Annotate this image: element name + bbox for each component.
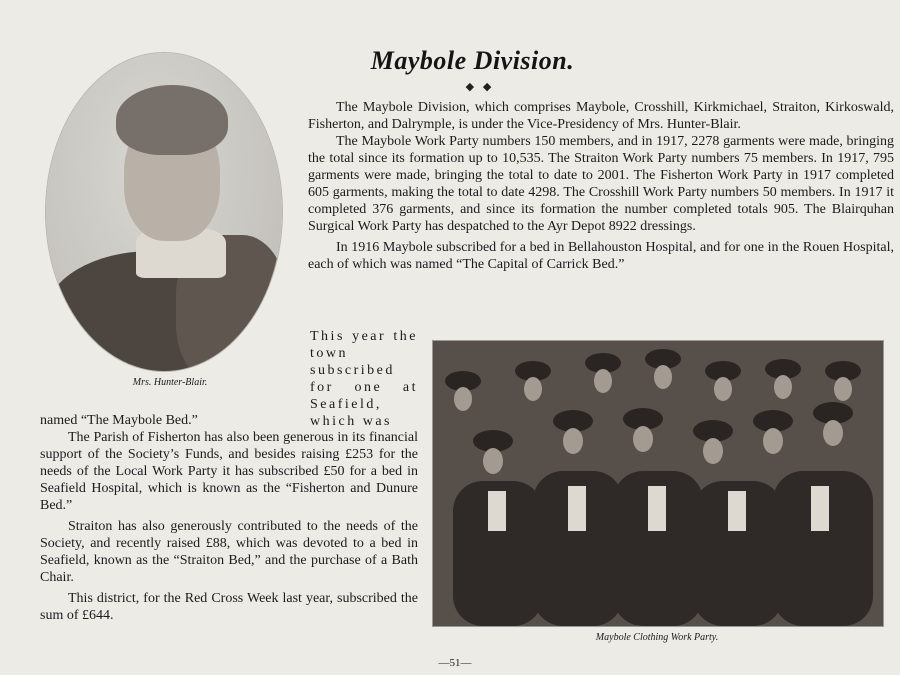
portrait-caption: Mrs. Hunter-Blair. bbox=[132, 377, 208, 388]
paragraph-intro: The Maybole Division, which comprises Maybole, Crosshill, Kirkmichael, Straiton, Kirkoswald, Fisherton, and Dalrymple, is under the Vice-Presidency of Mrs. Hunter-Blair. bbox=[308, 100, 894, 132]
portrait-photo bbox=[46, 53, 282, 371]
page-number: —51— bbox=[438, 657, 472, 669]
group-photo bbox=[432, 340, 884, 627]
photo-caption: Maybole Clothing Work Party. bbox=[595, 632, 719, 643]
paragraph-work-parties: The Maybole Work Party numbers 150 members, and in 1917, 2278 garments were made, bringing the total since its formation up to 10,535. The Straiton Work Party numbers 75 members. In 1917, 795 garments were made, bringing the total to date to 2001. The Fisherton Work Party in 1917 completed 605 garments, making the total to date 4298. The Crosshill Work Party numbers 50 members. In 1917 it completed 376 garments, and since its formation the number completed totals 905. The Blairquhan Surgical Work Party has despatched to the Ayr Depot 8922 dressings. bbox=[308, 134, 894, 234]
main-text-column bbox=[308, 99, 894, 273]
group-photo-figures bbox=[433, 341, 883, 626]
paragraph-beds: In 1916 Maybole subscribed for a bed in Bellahouston Hospital, and for one in the Rouen Hospital, each of which was named “The Capital of Carrick Bed.” bbox=[308, 240, 894, 272]
paragraph-red-cross: This district, for the Red Cross Week last year, subscribed the sum of £644. bbox=[40, 591, 418, 623]
paragraph-beds-end: named “The Maybole Bed.” bbox=[40, 413, 198, 428]
paragraph-beds-continued: This year the town subscribed for one at Seafield, which was bbox=[310, 329, 418, 429]
page-title: Maybole Division. bbox=[370, 46, 575, 75]
paragraph-straiton: Straiton has also generously contributed to the needs of the Society, and recently raised £88, which was devoted to a bed in Seafield, known as the “Straiton Bed,” and the purchase of a Bath Chair. bbox=[40, 519, 418, 585]
title-ornament: ◆ ◆ bbox=[465, 81, 495, 93]
left-text-column bbox=[40, 412, 418, 624]
paragraph-fisherton: The Parish of Fisherton has also been generous in its financial support of the Society’s Funds, and besides raising £253 for the needs of the Local Work Party it has subscribed £50 for a bed in Seafield Hospital, which is known as the “Fisherton and Dunure Bed.” bbox=[40, 430, 418, 513]
